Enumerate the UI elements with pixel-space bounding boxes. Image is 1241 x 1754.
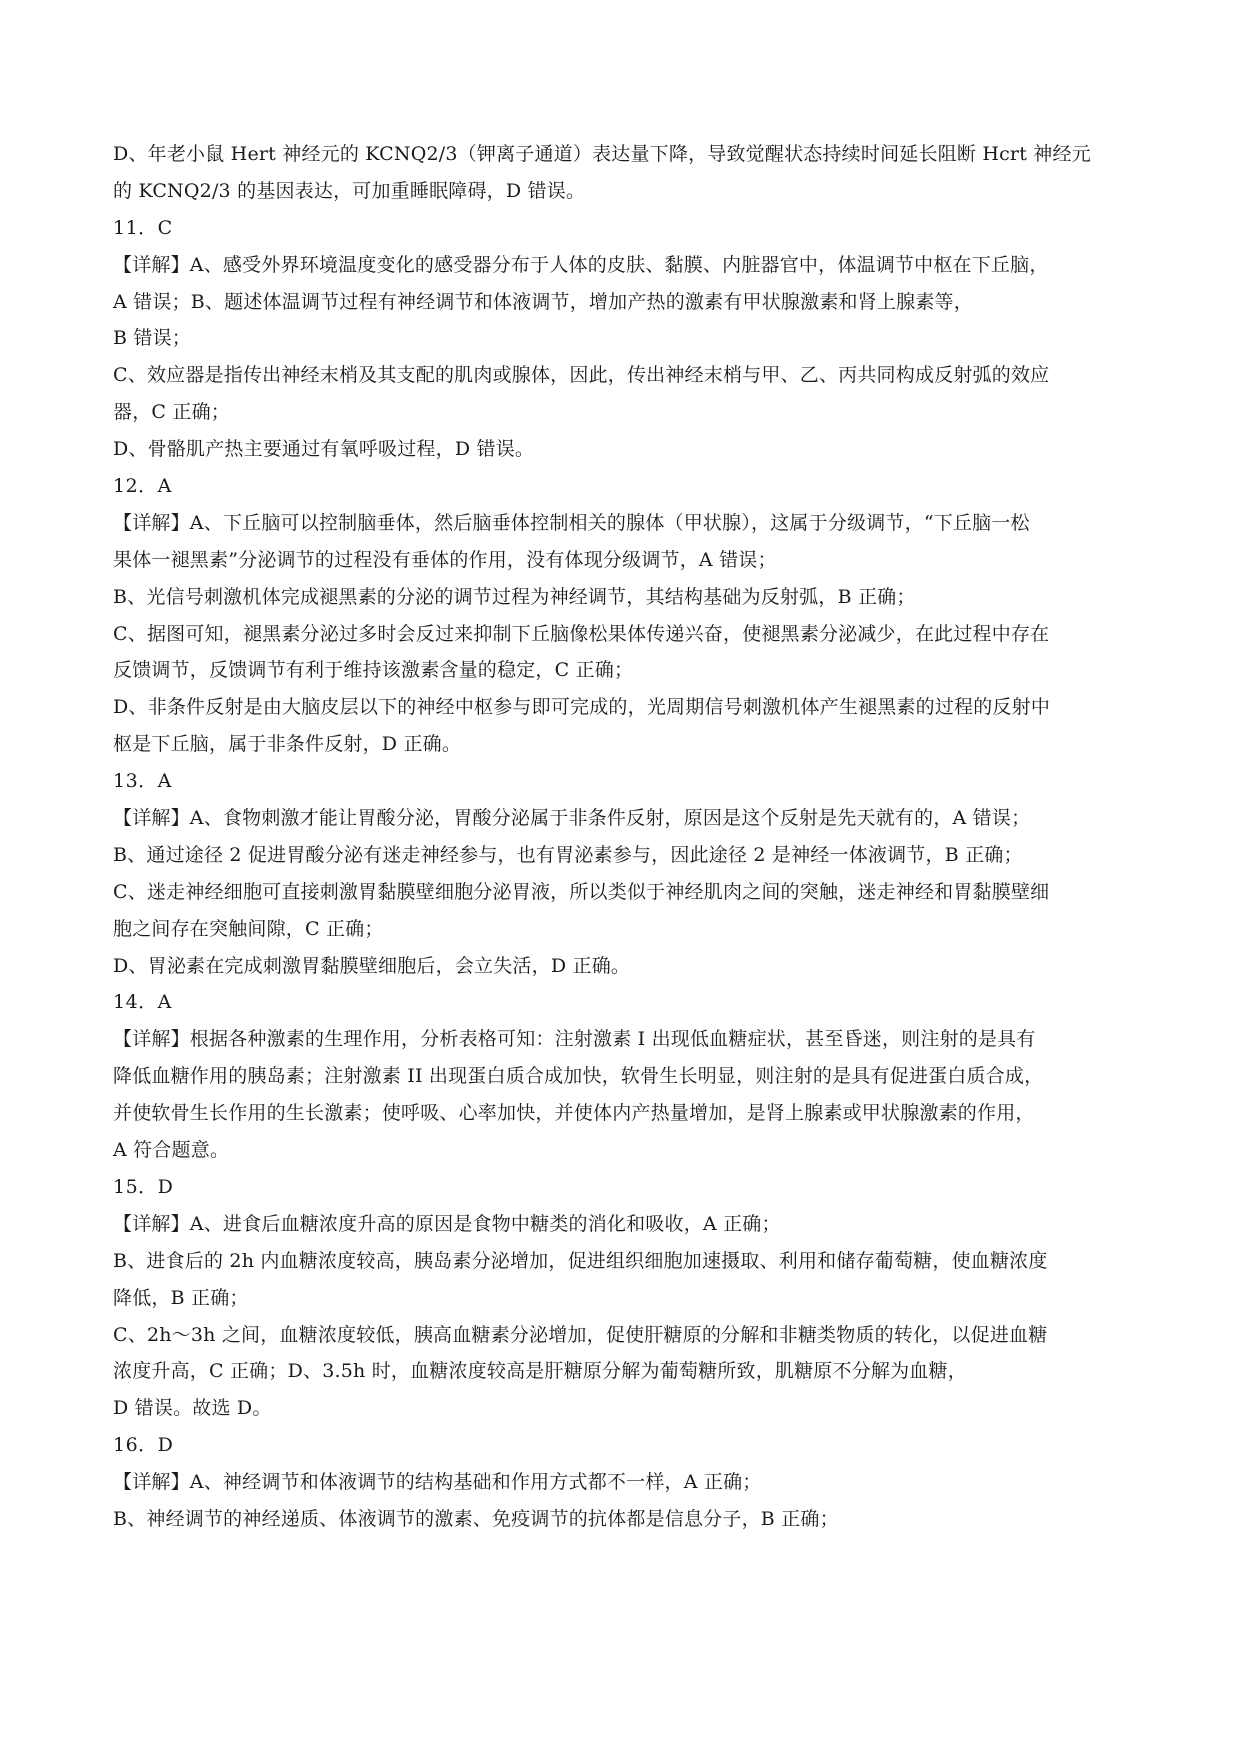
text-line: 枢是下丘脑，属于非条件反射，D 正确。 <box>113 733 462 756</box>
text-line: A 符合题意。 <box>113 1139 230 1162</box>
text-line: 反馈调节，反馈调节有利于维持该激素含量的稳定，C 正确； <box>113 659 634 682</box>
question-number: 13．A <box>113 770 172 793</box>
question-number: 11．C <box>113 216 173 239</box>
text-line: C、2h～3h 之间，血糖浓度较低，胰高血糖素分泌增加，促使肝糖原的分解和非糖类物质的转化，以促进血糖 <box>113 1323 1048 1346</box>
text-line: 的 KCNQ2/3 的基因表达，可加重睡眠障碍，D 错误。 <box>113 179 586 202</box>
text-line: 【详解】A、下丘脑可以控制脑垂体，然后脑垂体控制相关的腺体（甲状腺），这属于分级调节，“下丘脑一松 <box>113 511 1030 534</box>
text-line: B、进食后的 2h 内血糖浓度较高，胰岛素分泌增加，促进组织细胞加速摄取、利用和储存葡萄糖，使血糖浓度 <box>113 1249 1048 1272</box>
text-line: 【详解】A、进食后血糖浓度升高的原因是食物中糖类的消化和吸收，A 正确； <box>113 1212 781 1235</box>
question-number: 14．A <box>113 991 172 1014</box>
text-line: C、迷走神经细胞可直接刺激胃黏膜壁细胞分泌胃液，所以类似于神经肌肉之间的突触，迷走神经和胃黏膜壁细 <box>113 880 1050 903</box>
text-line: C、据图可知，褪黑素分泌过多时会反过来抑制下丘脑像松果体传递兴奋，使褪黑素分泌减少，在此过程中存在 <box>113 622 1050 645</box>
text-line: 【详解】A、食物刺激才能让胃酸分泌，胃酸分泌属于非条件反射，原因是这个反射是先天就有的，A 错误； <box>113 807 1031 830</box>
question-number: 16．D <box>113 1434 174 1457</box>
text-line: B 错误； <box>113 327 192 350</box>
text-line: 降低，B 正确； <box>113 1286 249 1309</box>
text-line: 器，C 正确； <box>113 401 230 424</box>
text-line: 果体一褪黑素”分泌调节的过程没有垂体的作用，没有体现分级调节，A 错误； <box>113 548 777 571</box>
text-line: 浓度升高，C 正确；D、3.5h 时，血糖浓度较高是肝糖原分解为葡萄糖所致，肌糖原不分解为血糖， <box>113 1360 967 1383</box>
text-line: D、非条件反射是由大脑皮层以下的神经中枢参与即可完成的，光周期信号刺激机体产生褪黑素的过程的反射中 <box>113 696 1051 719</box>
text-line: D、骨骼肌产热主要通过有氧呼吸过程，D 错误。 <box>113 438 535 461</box>
text-line: D、年老小鼠 Hert 神经元的 KCNQ2/3（钾离子通道）表达量下降，导致觉醒状态持续时间延长阻断 Hcrt 神经元 <box>113 143 1091 165</box>
text-line: 【详解】A、感受外界环境温度变化的感受器分布于人体的皮肤、黏膜、内脏器官中，体温调节中枢在下丘脑， <box>113 253 1049 276</box>
text-line: B、光信号刺激机体完成褪黑素的分泌的调节过程为神经调节，其结构基础为反射弧，B 正确； <box>113 585 916 608</box>
text-line: D 错误。故选 D。 <box>113 1397 272 1420</box>
text-line: 【详解】A、神经调节和体液调节的结构基础和作用方式都不一样，A 正确； <box>113 1471 762 1494</box>
text-line: 【详解】根据各种激素的生理作用，分析表格可知：注射激素 I 出现低血糖症状，甚至昏迷，则注射的是具有 <box>113 1028 1036 1051</box>
text-line: 胞之间存在突触间隙，C 正确； <box>113 917 384 940</box>
text-line: B、通过途径 2 促进胃酸分泌有迷走神经参与，也有胃泌素参与，因此途径 2 是神经一体液调节，B 正确； <box>113 843 1023 866</box>
text-line: 并使软骨生长作用的生长激素；使呼吸、心率加快，并使体内产热量增加，是肾上腺素或甲状腺激素的作用， <box>113 1102 1035 1125</box>
question-number: 12．A <box>113 475 172 498</box>
answer-explanations <box>113 136 1133 1538</box>
text-line: C、效应器是指传出神经末梢及其支配的肌肉或腺体，因此，传出神经末梢与甲、乙、丙共同构成反射弧的效应 <box>113 364 1050 387</box>
text-line: A 错误；B、题述体温调节过程有神经调节和体液调节，增加产热的激素有甲状腺激素和肾上腺素等， <box>113 290 973 313</box>
text-line: B、神经调节的神经递质、体液调节的激素、免疫调节的抗体都是信息分子，B 正确； <box>113 1507 839 1530</box>
text-line: D、胃泌素在完成刺激胃黏膜壁细胞后，会立失活，D 正确。 <box>113 954 631 977</box>
text-line: 降低血糖作用的胰岛素；注射激素 II 出现蛋白质合成加快，软骨生长明显，则注射的是具有促进蛋白质合成， <box>113 1065 1044 1088</box>
question-number: 15．D <box>113 1175 174 1198</box>
